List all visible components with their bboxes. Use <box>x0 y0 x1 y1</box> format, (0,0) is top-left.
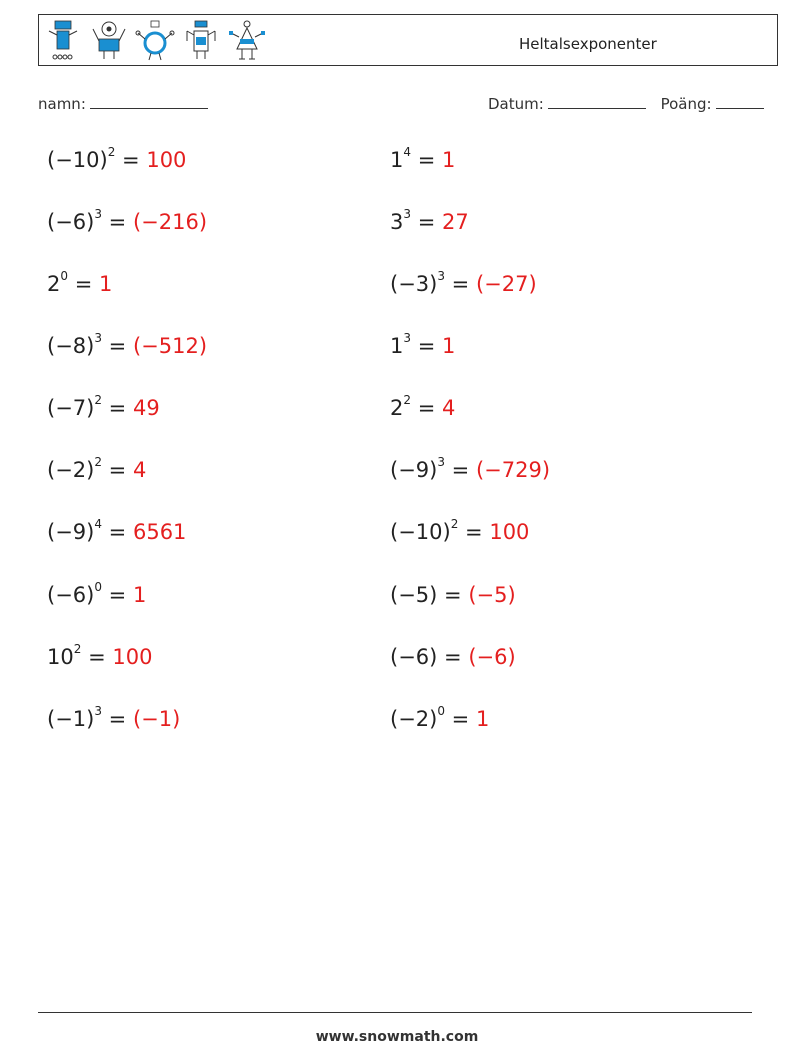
problem-left-3: $2^0 = 1$ <box>47 269 113 296</box>
answer: 1 <box>132 583 147 607</box>
answer: (−512) <box>132 334 208 358</box>
answer: 6561 <box>132 520 187 544</box>
problem-left-9: $10^2 = 100$ <box>47 642 153 669</box>
answer: 100 <box>489 520 530 544</box>
problem-left-10: $(-1)^3 = (-1)$ <box>47 704 181 731</box>
answer: 1 <box>475 707 490 731</box>
robot-5-icon <box>227 19 267 63</box>
name-field <box>38 93 208 113</box>
problem-right-10: $(-2)^0 = 1$ <box>390 704 490 731</box>
problem-right-2: $3^3 = 27$ <box>390 207 469 234</box>
name-blank[interactable] <box>90 93 208 109</box>
date-score-fields <box>488 93 764 113</box>
problem-left-1: $(-10)^2 = 100$ <box>47 145 187 172</box>
answer: (−1) <box>132 707 181 731</box>
problem-left-7: $(-9)^4 = 6561$ <box>47 517 187 544</box>
problem-right-3: $(-3)^3 = (-27)$ <box>390 269 537 296</box>
robot-2-icon <box>89 19 129 63</box>
answer: (−27) <box>475 272 537 296</box>
score-label: Poäng: <box>660 95 712 113</box>
problem-left-8: $(-6)^0 = 1$ <box>47 580 147 607</box>
score-blank[interactable] <box>716 93 764 109</box>
answer: (−216) <box>132 210 208 234</box>
problem-right-1: $1^4 = 1$ <box>390 145 456 172</box>
problem-left-2: $(-6)^3 = (-216)$ <box>47 207 208 234</box>
answer: 1 <box>99 272 113 296</box>
answer: 4 <box>442 396 456 420</box>
answer: 1 <box>442 334 456 358</box>
answer: (−6) <box>468 645 516 669</box>
date-label: Datum: <box>488 95 544 113</box>
problem-left-4: $(-8)^3 = (-512)$ <box>47 331 208 358</box>
problem-right-9: (−6) = (−6) <box>390 645 516 669</box>
problem-right-6: $(-9)^3 = (-729)$ <box>390 455 551 482</box>
answer: 27 <box>442 210 469 234</box>
answer: 49 <box>132 396 160 420</box>
problem-right-8: (−5) = (−5) <box>390 583 516 607</box>
answer: 100 <box>112 645 153 669</box>
robot-icons <box>43 19 267 63</box>
footer-divider <box>38 1012 752 1013</box>
problem-left-6: $(-2)^2 = 4$ <box>47 455 147 482</box>
name-label: namn: <box>38 95 86 113</box>
answer: 100 <box>146 148 187 172</box>
robot-4-icon <box>181 19 221 63</box>
robot-1-icon <box>43 19 83 63</box>
worksheet-title: Heltalsexponenter <box>519 35 657 53</box>
header-box <box>38 14 778 66</box>
answer: (−729) <box>475 458 551 482</box>
footer-website[interactable]: www.snowmath.com <box>315 1029 479 1045</box>
answer: 4 <box>132 458 147 482</box>
answer: 1 <box>442 148 456 172</box>
robot-3-icon <box>135 19 175 63</box>
problem-right-4: $1^3 = 1$ <box>390 331 456 358</box>
problem-right-7: $(-10)^2 = 100$ <box>390 517 530 544</box>
date-blank[interactable] <box>548 93 646 109</box>
answer: (−5) <box>468 583 516 607</box>
problem-right-5: $2^2 = 4$ <box>390 393 456 420</box>
problem-left-5: $(-7)^2 = 49$ <box>47 393 160 420</box>
